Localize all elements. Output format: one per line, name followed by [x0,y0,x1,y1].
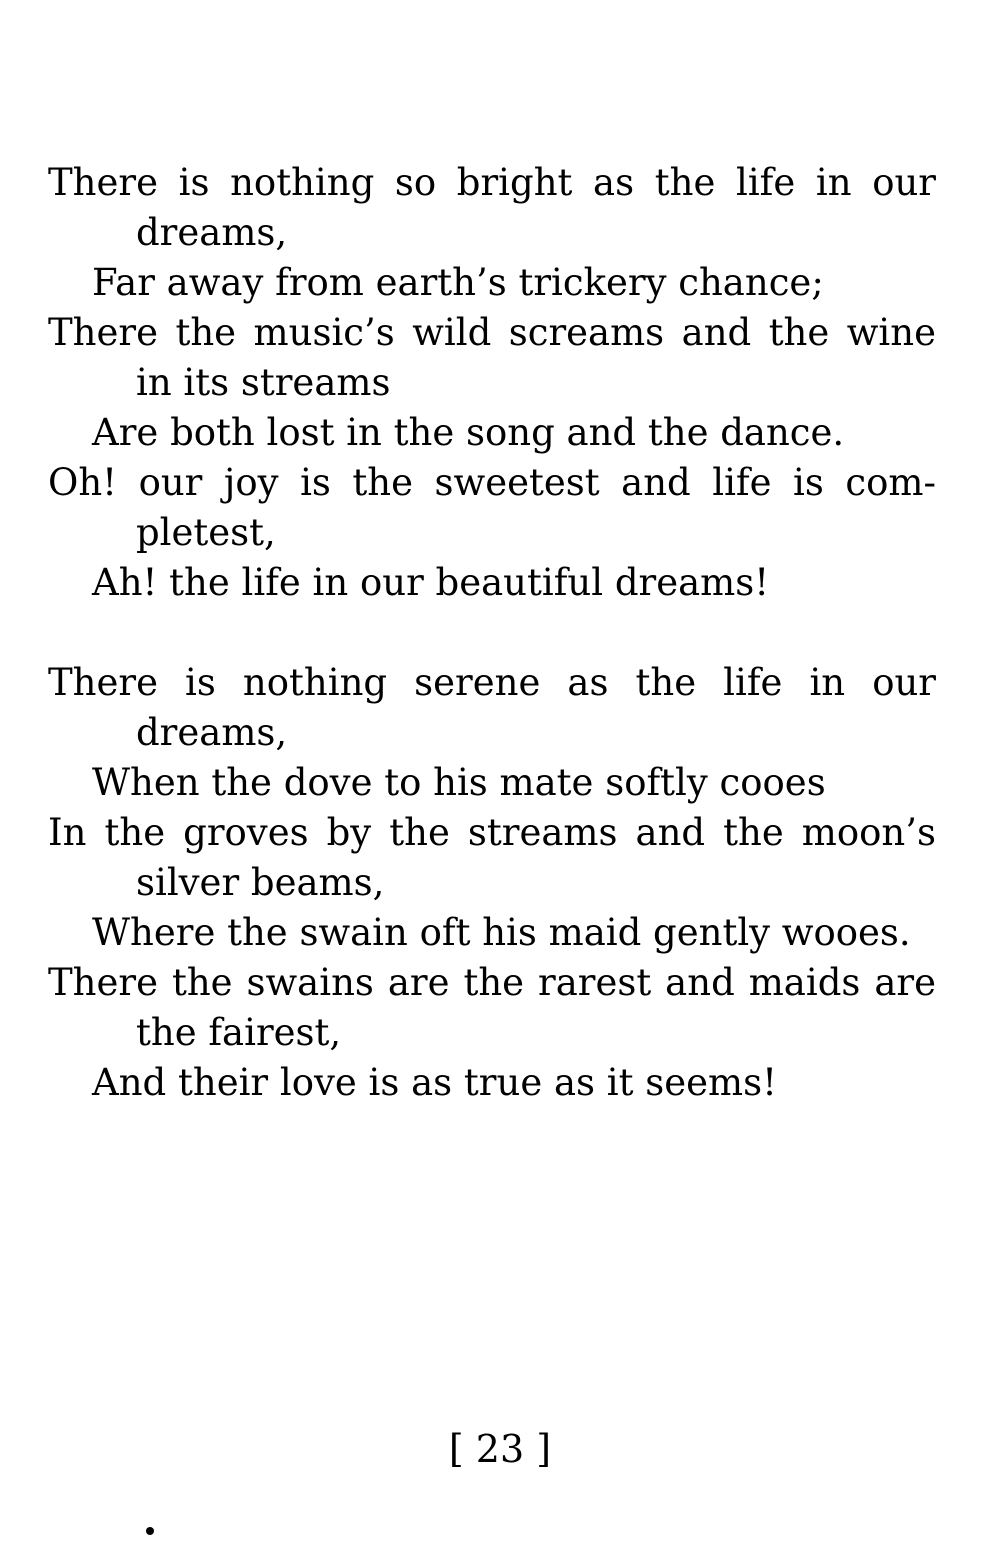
poem-line: Are both lost in the song and the dance. [92,411,845,454]
poem-line: There the swains are the rarest and maids are [48,961,936,1004]
stanza-2 [48,658,936,1108]
poem-line: Far away from earth’s trickery chance; [92,261,824,304]
poem-line: Ah! the life in our beautiful dreams! [92,561,770,604]
ink-speck [146,1527,154,1535]
poem-line: There the music’s wild screams and the wine [48,311,936,354]
poem-line: There is nothing so bright as the life in our [48,161,936,204]
poem-line: dreams, [136,211,288,254]
poem-line: Where the swain oft his maid gently wooes. [92,911,911,954]
poem-line: Oh! our joy is the sweetest and life is com- [48,461,936,504]
poem-line: dreams, [136,711,288,754]
poem-body [48,158,936,1108]
poem-line: pletest, [136,511,276,554]
poem-line: in its streams [136,361,391,404]
poem-line: There is nothing serene as the life in our [48,661,936,704]
poem-line: And their love is as true as it seems! [92,1061,777,1104]
poem-line: When the dove to his mate softly cooes [92,761,826,804]
poem-line: silver beams, [136,861,385,904]
poem-line: In the groves by the streams and the moon’s [48,811,936,854]
stanza-1 [48,158,936,608]
page-number: [ 23 ] [448,1427,552,1471]
poem-line: the fairest, [136,1011,342,1054]
